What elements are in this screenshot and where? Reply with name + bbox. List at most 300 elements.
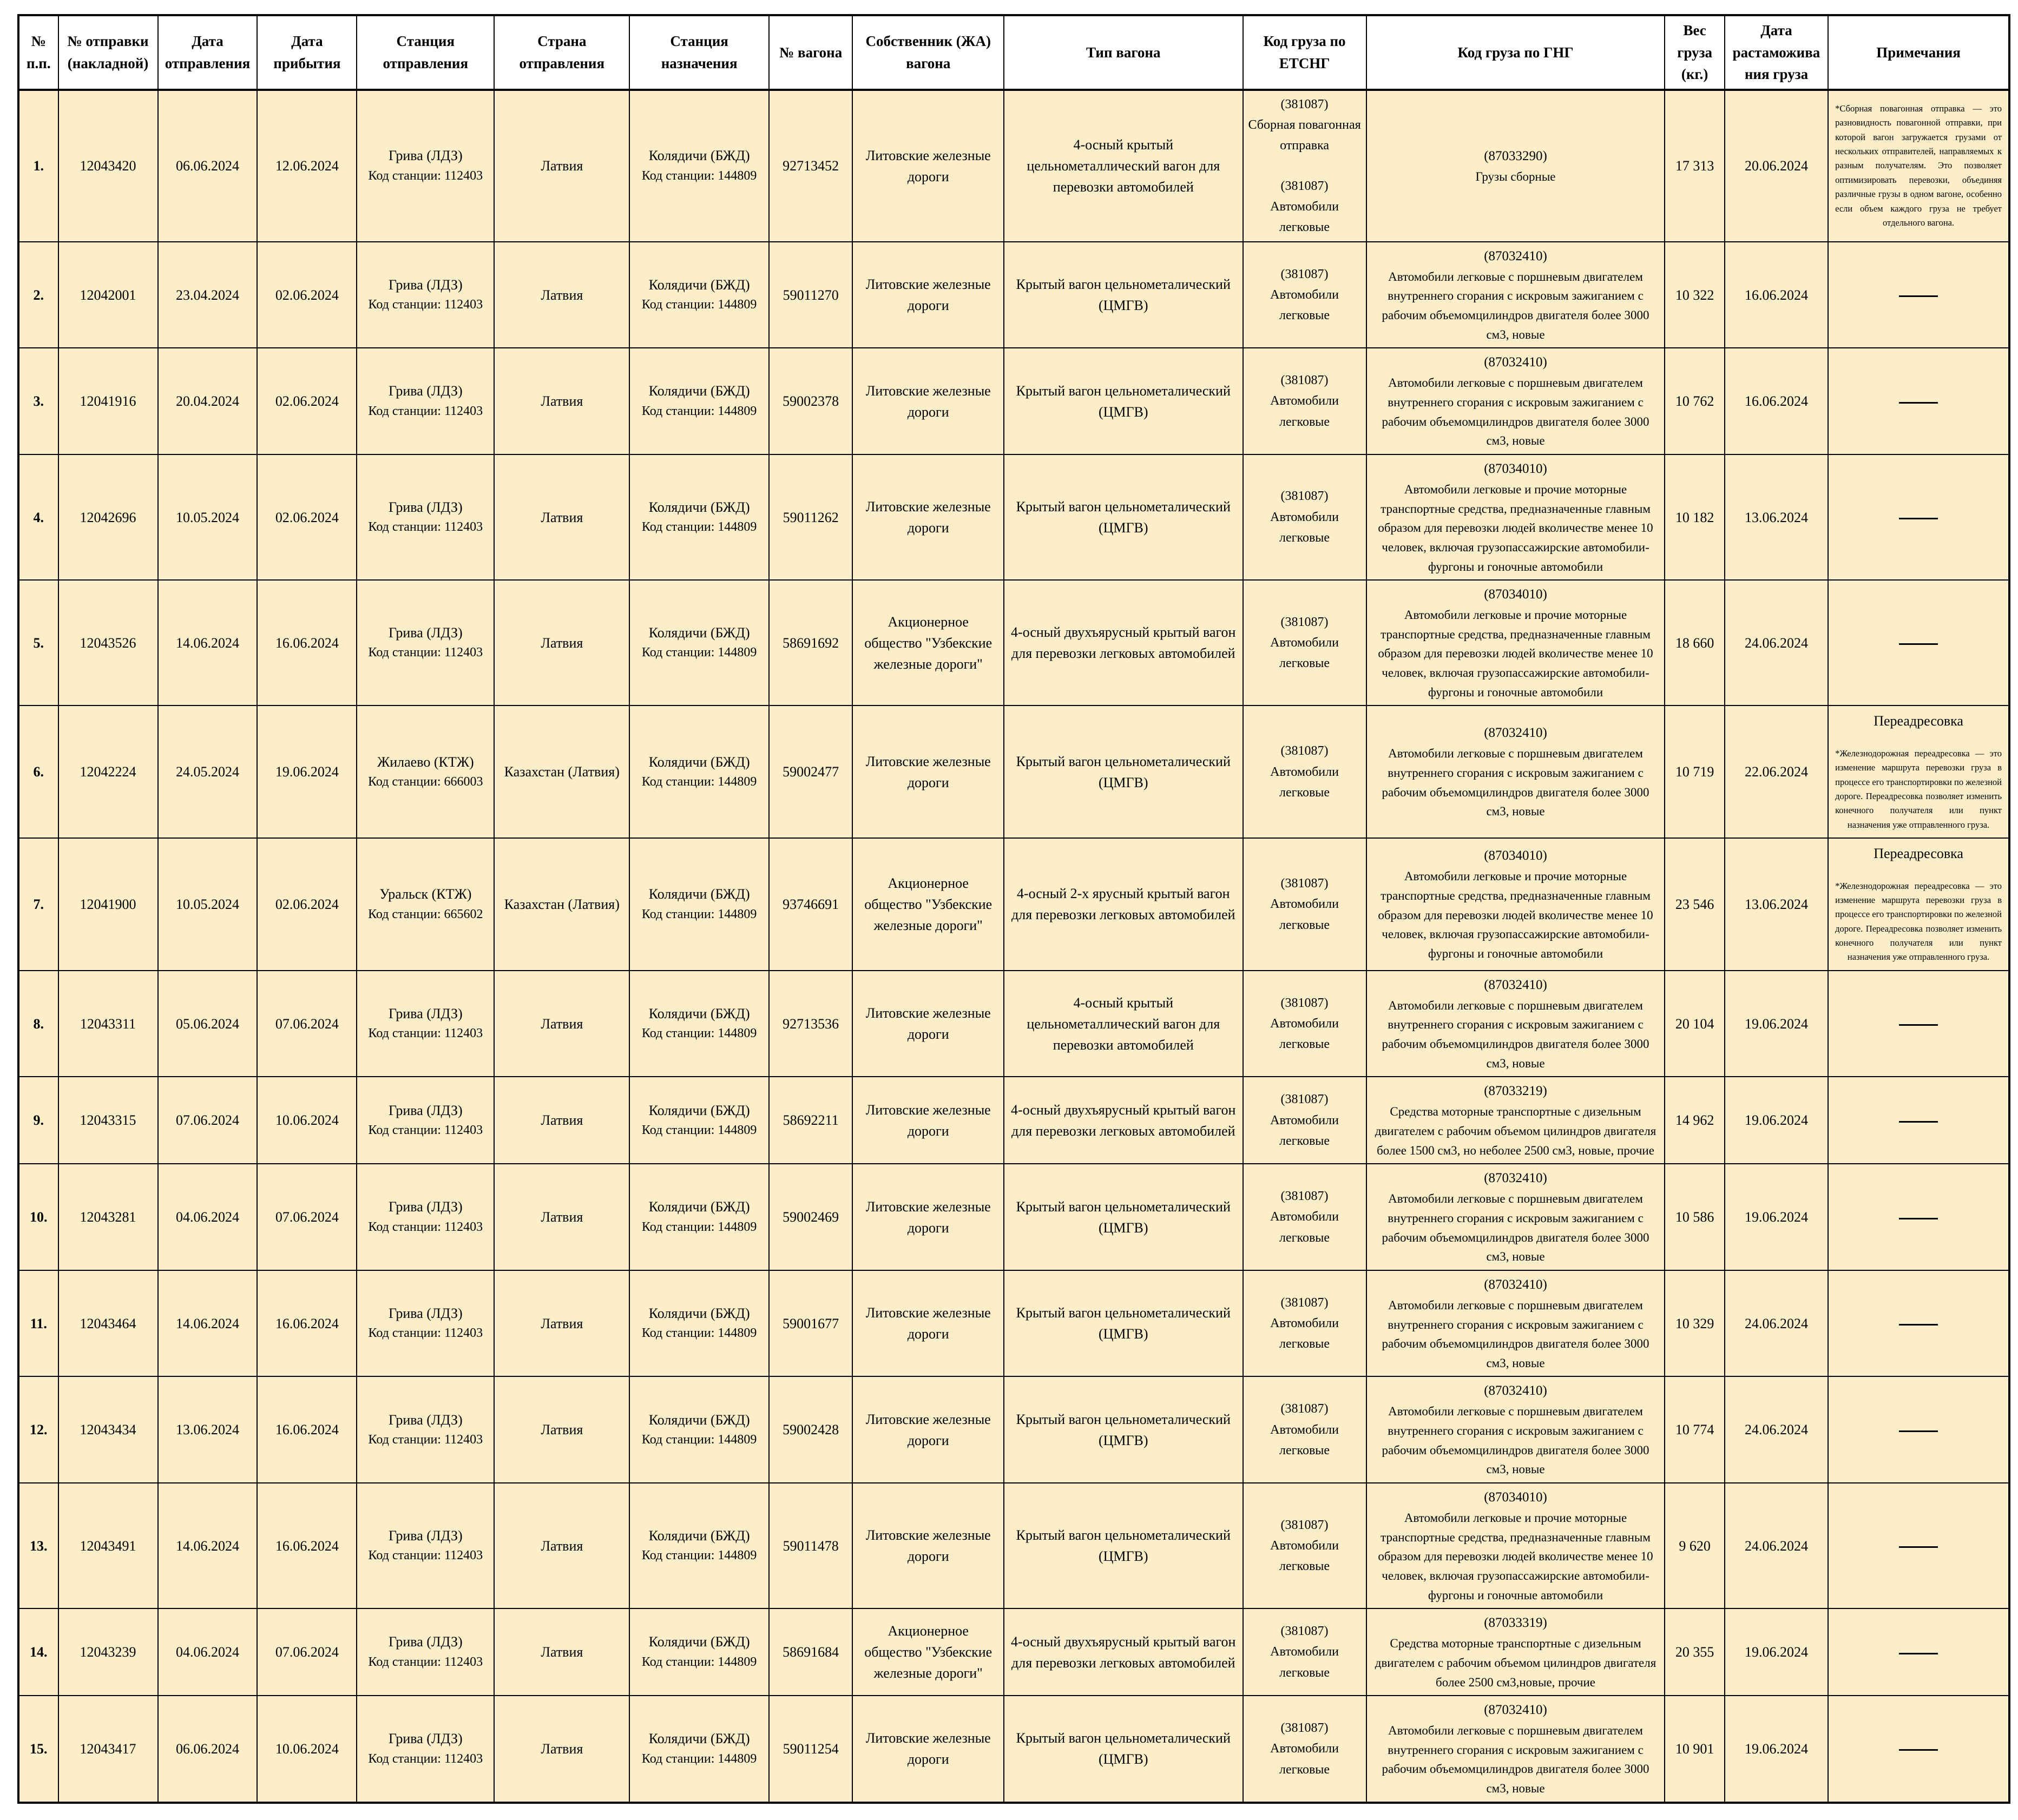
destination-station-name: Колядичи (БЖД) bbox=[648, 276, 750, 293]
departure-date-cell: 05.06.2024 bbox=[158, 971, 258, 1077]
customs-date-cell: 22.06.2024 bbox=[1725, 705, 1828, 838]
table-row bbox=[18, 90, 2009, 242]
departure-station-cell bbox=[357, 1077, 494, 1164]
cargo-weight-cell: 10 586 bbox=[1665, 1164, 1724, 1270]
empty-note-dash bbox=[1899, 1324, 1938, 1326]
destination-station-cell bbox=[629, 971, 769, 1077]
departure-date-cell: 14.06.2024 bbox=[158, 580, 258, 705]
departure-country-cell: Латвия bbox=[494, 971, 629, 1077]
departure-station-code: Код станции: 112403 bbox=[368, 168, 483, 183]
notes-cell bbox=[1828, 1696, 2009, 1803]
gng-description: Автомобили легковые с поршневым двигателем внутреннего сгорания с искровым зажиганием с рабочим объемомцилиндров двигателя более 3000 см3, новые bbox=[1382, 269, 1649, 341]
departure-station-code: Код станции: 112403 bbox=[368, 1123, 483, 1138]
wagon-no-cell: 59002469 bbox=[769, 1164, 853, 1270]
etsng-entry-name: Автомобили легковые bbox=[1270, 764, 1339, 800]
col-header-wagon-no: № вагона bbox=[769, 15, 853, 90]
destination-station-code: Код станции: 144809 bbox=[641, 520, 757, 535]
etsng-entry-name: Автомобили легковые bbox=[1270, 510, 1339, 545]
departure-station-name: Грива (ЛДЗ) bbox=[388, 1199, 463, 1215]
etsng-entry-name: Автомобили легковые bbox=[1270, 287, 1339, 323]
etsng-code-cell bbox=[1243, 971, 1366, 1077]
row-number-cell: 9. bbox=[18, 1077, 58, 1164]
cargo-weight-cell: 20 104 bbox=[1665, 971, 1724, 1077]
departure-country-cell: Казахстан (Латвия) bbox=[494, 838, 629, 971]
customs-date-cell: 19.06.2024 bbox=[1725, 1077, 1828, 1164]
destination-station-cell bbox=[629, 838, 769, 971]
destination-station-code: Код станции: 144809 bbox=[641, 404, 757, 418]
wagon-owner-cell: Литовские железные дороги bbox=[852, 705, 1004, 838]
departure-station-name: Грива (ЛДЗ) bbox=[388, 1731, 463, 1747]
etsng-code-cell bbox=[1243, 1696, 1366, 1803]
gng-description: Автомобили легковые с поршневым двигателем внутреннего сгорания с искровым зажиганием с рабочим объемомцилиндров двигателя более 3000 см3, новые bbox=[1382, 998, 1649, 1070]
destination-station-code: Код станции: 144809 bbox=[641, 298, 757, 312]
notes-cell bbox=[1828, 705, 2009, 838]
etsng-entry-name: Автомобили легковые bbox=[1270, 1742, 1339, 1777]
wagon-type-cell: 4-осный двухъярусный крытый вагон для перевозки легковых автомобилей bbox=[1004, 1608, 1243, 1696]
departure-country-cell: Латвия bbox=[494, 454, 629, 580]
etsng-entry-code: (381087) bbox=[1280, 1295, 1329, 1310]
notes-cell bbox=[1828, 1608, 2009, 1696]
departure-station-name: Грива (ЛДЗ) bbox=[388, 1005, 463, 1021]
cargo-weight-cell: 14 962 bbox=[1665, 1077, 1724, 1164]
destination-station-code: Код станции: 144809 bbox=[641, 1219, 757, 1234]
row-number-cell: 4. bbox=[18, 454, 58, 580]
departure-station-cell bbox=[357, 242, 494, 348]
etsng-entry-name: Автомобили легковые bbox=[1270, 394, 1339, 429]
wagon-no-cell: 59002378 bbox=[769, 348, 853, 454]
departure-station-code: Код станции: 112403 bbox=[368, 1219, 483, 1234]
row-number-cell: 12. bbox=[18, 1376, 58, 1483]
col-header-destination-station: Станция назначения bbox=[629, 15, 769, 90]
table-row bbox=[18, 1376, 2009, 1483]
etsng-entry bbox=[1248, 612, 1362, 674]
destination-station-name: Колядичи (БЖД) bbox=[648, 1005, 750, 1021]
destination-station-cell bbox=[629, 1376, 769, 1483]
gng-description: Грузы сборные bbox=[1475, 169, 1556, 183]
cargo-weight-cell: 10 322 bbox=[1665, 242, 1724, 348]
destination-station-name: Колядичи (БЖД) bbox=[648, 1731, 750, 1747]
gng-code: (87033219) bbox=[1484, 1084, 1547, 1099]
destination-station-code: Код станции: 144809 bbox=[641, 1432, 757, 1447]
table-row bbox=[18, 971, 2009, 1077]
etsng-entry-code: (381087) bbox=[1280, 876, 1329, 891]
departure-date-cell: 13.06.2024 bbox=[158, 1376, 258, 1483]
gng-description: Автомобили легковые и прочие моторные транспортные средства, предназначенные главным образом для перевозки людей вколичестве менее 10 человек, включая грузопассажирские автомобили-фургоны и гоночные автомобили bbox=[1378, 1511, 1653, 1602]
destination-station-name: Колядичи (БЖД) bbox=[648, 148, 750, 164]
gng-code-cell bbox=[1366, 242, 1665, 348]
table-row bbox=[18, 454, 2009, 580]
departure-date-cell: 04.06.2024 bbox=[158, 1164, 258, 1270]
etsng-entry bbox=[1248, 1621, 1362, 1683]
wagon-no-cell: 92713452 bbox=[769, 90, 853, 242]
shipment-no-cell: 12041900 bbox=[58, 838, 158, 971]
gng-code: (87034010) bbox=[1484, 1490, 1547, 1505]
departure-date-cell: 04.06.2024 bbox=[158, 1608, 258, 1696]
wagon-owner-cell: Литовские железные дороги bbox=[852, 1164, 1004, 1270]
wagon-owner-cell: Литовские железные дороги bbox=[852, 971, 1004, 1077]
destination-station-cell bbox=[629, 1164, 769, 1270]
etsng-entry-code: (381087) bbox=[1280, 744, 1329, 759]
empty-note-dash bbox=[1899, 1024, 1938, 1026]
destination-station-cell bbox=[629, 705, 769, 838]
etsng-entry-name: Автомобили легковые bbox=[1270, 1645, 1339, 1680]
shipment-no-cell: 12043491 bbox=[58, 1483, 158, 1608]
etsng-entry-name: Автомобили легковые bbox=[1270, 897, 1339, 932]
gng-description: Автомобили легковые и прочие моторные транспортные средства, предназначенные главным образом для перевозки людей вколичестве менее 10 человек, включая грузопассажирские автомобили-фургоны и гоночные автомобили bbox=[1378, 608, 1653, 699]
col-header-row-number: № п.п. bbox=[18, 15, 58, 90]
wagon-owner-cell: Литовские железные дороги bbox=[852, 1270, 1004, 1377]
customs-date-cell: 16.06.2024 bbox=[1725, 242, 1828, 348]
departure-station-name: Грива (ЛДЗ) bbox=[388, 625, 463, 641]
departure-station-code: Код станции: 112403 bbox=[368, 1432, 483, 1447]
note-text: *Сборная повагонная отправка — это разновидность повагонной отправки, при которой вагон загружается грузами от нескольких отправителей, направляемых к разным получателям. Это позволяет оптимизировать перевозки, объединяя различные грузы в одном вагоне, особенно если объем каждого груза не требует отдельного вагона. bbox=[1835, 103, 2002, 228]
departure-date-cell: 06.06.2024 bbox=[158, 1696, 258, 1803]
wagon-owner-cell: Литовские железные дороги bbox=[852, 1696, 1004, 1803]
gng-code-cell bbox=[1366, 705, 1665, 838]
gng-code-cell bbox=[1366, 454, 1665, 580]
notes-cell bbox=[1828, 454, 2009, 580]
departure-country-cell: Латвия bbox=[494, 348, 629, 454]
etsng-entry-code: (381087) bbox=[1280, 1720, 1329, 1735]
gng-code-cell bbox=[1366, 348, 1665, 454]
destination-station-name: Колядичи (БЖД) bbox=[648, 754, 750, 770]
row-number-cell: 7. bbox=[18, 838, 58, 971]
departure-country-cell: Латвия bbox=[494, 580, 629, 705]
cargo-weight-cell: 10 762 bbox=[1665, 348, 1724, 454]
wagon-no-cell: 59002477 bbox=[769, 705, 853, 838]
etsng-entry-name: Автомобили легковые bbox=[1270, 1538, 1339, 1574]
etsng-entry-name: Автомобили легковые bbox=[1270, 1016, 1339, 1052]
arrival-date-cell: 02.06.2024 bbox=[257, 454, 357, 580]
gng-description: Автомобили легковые с поршневым двигателем внутреннего сгорания с искровым зажиганием с рабочим объемомцилиндров двигателя более 3000 см3, новые bbox=[1382, 1404, 1649, 1476]
departure-station-code: Код станции: 112403 bbox=[368, 645, 483, 660]
departure-station-name: Грива (ЛДЗ) bbox=[388, 499, 463, 515]
gng-description: Автомобили легковые и прочие моторные транспортные средства, предназначенные главным образом для перевозки людей вколичестве менее 10 человек, включая грузопассажирские автомобили-фургоны и гоночные автомобили bbox=[1378, 869, 1653, 960]
row-number-cell: 11. bbox=[18, 1270, 58, 1377]
wagon-no-cell: 59011270 bbox=[769, 242, 853, 348]
wagon-type-cell: Крытый вагон цельнометалический (ЦМГВ) bbox=[1004, 1696, 1243, 1803]
row-number-cell: 5. bbox=[18, 580, 58, 705]
etsng-entry bbox=[1248, 993, 1362, 1055]
wagon-owner-cell: Литовские железные дороги bbox=[852, 348, 1004, 454]
customs-date-cell: 19.06.2024 bbox=[1725, 1608, 1828, 1696]
arrival-date-cell: 07.06.2024 bbox=[257, 971, 357, 1077]
gng-description: Автомобили легковые с поршневым двигателем внутреннего сгорания с искровым зажиганием с рабочим объемомцилиндров двигателя более 3000 см3, новые bbox=[1382, 1724, 1649, 1796]
etsng-entry bbox=[1248, 1718, 1362, 1780]
departure-station-cell bbox=[357, 1483, 494, 1608]
departure-country-cell: Латвия bbox=[494, 242, 629, 348]
destination-station-name: Колядичи (БЖД) bbox=[648, 1102, 750, 1118]
arrival-date-cell: 02.06.2024 bbox=[257, 242, 357, 348]
wagon-type-cell: 4-осный двухъярусный крытый вагон для перевозки легковых автомобилей bbox=[1004, 1077, 1243, 1164]
arrival-date-cell: 16.06.2024 bbox=[257, 1270, 357, 1377]
wagon-owner-cell: Литовские железные дороги bbox=[852, 1376, 1004, 1483]
wagon-type-cell: Крытый вагон цельнометалический (ЦМГВ) bbox=[1004, 1270, 1243, 1377]
etsng-entry bbox=[1248, 873, 1362, 935]
etsng-entry-name: Автомобили легковые bbox=[1270, 1422, 1339, 1458]
departure-station-cell bbox=[357, 1608, 494, 1696]
cargo-weight-cell: 10 774 bbox=[1665, 1376, 1724, 1483]
arrival-date-cell: 02.06.2024 bbox=[257, 348, 357, 454]
departure-station-name: Уральск (КТЖ) bbox=[379, 886, 472, 902]
gng-description: Средства моторные транспортные с дизельным двигателем с рабочим объемом цилиндров двигателя более 1500 см3, но неболее 2500 см3, новые, прочие bbox=[1375, 1105, 1657, 1157]
etsng-code-cell bbox=[1243, 1164, 1366, 1270]
gng-code: (87032410) bbox=[1484, 726, 1547, 741]
wagon-owner-cell: Акционерное общество "Узбекские железные дороги" bbox=[852, 838, 1004, 971]
gng-code-cell bbox=[1366, 1483, 1665, 1608]
departure-station-cell bbox=[357, 1270, 494, 1377]
departure-station-code: Код станции: 112403 bbox=[368, 404, 483, 418]
empty-note-dash bbox=[1899, 1121, 1938, 1123]
etsng-code-cell bbox=[1243, 1077, 1366, 1164]
departure-station-code: Код станции: 665602 bbox=[368, 907, 483, 921]
row-number-cell: 1. bbox=[18, 90, 58, 242]
notes-cell bbox=[1828, 90, 2009, 242]
destination-station-name: Колядичи (БЖД) bbox=[648, 383, 750, 399]
wagon-no-cell: 59011262 bbox=[769, 454, 853, 580]
shipment-no-cell: 12043315 bbox=[58, 1077, 158, 1164]
destination-station-cell bbox=[629, 1270, 769, 1377]
destination-station-name: Колядичи (БЖД) bbox=[648, 1199, 750, 1215]
gng-code-cell bbox=[1366, 1077, 1665, 1164]
arrival-date-cell: 19.06.2024 bbox=[257, 705, 357, 838]
etsng-entry-name: Сборная повагонная отправка bbox=[1248, 117, 1361, 153]
arrival-date-cell: 16.06.2024 bbox=[257, 1376, 357, 1483]
col-header-wagon-owner: Собственник (ЖА) вагона bbox=[852, 15, 1004, 90]
gng-code: (87033319) bbox=[1484, 1615, 1547, 1631]
departure-station-name: Грива (ЛДЗ) bbox=[388, 383, 463, 399]
gng-description: Автомобили легковые с поршневым двигателем внутреннего сгорания с искровым зажиганием с рабочим объемомцилиндров двигателя более 3000 см3, новые bbox=[1382, 1192, 1649, 1264]
shipment-no-cell: 12043417 bbox=[58, 1696, 158, 1803]
etsng-entry bbox=[1248, 486, 1362, 548]
gng-description: Автомобили легковые и прочие моторные транспортные средства, предназначенные главным образом для перевозки людей вколичестве менее 10 человек, включая грузопассажирские автомобили-фургоны и гоночные автомобили bbox=[1378, 482, 1653, 573]
empty-note-dash bbox=[1899, 1218, 1938, 1219]
destination-station-cell bbox=[629, 1077, 769, 1164]
shipment-no-cell: 12042001 bbox=[58, 242, 158, 348]
etsng-entry bbox=[1248, 1399, 1362, 1461]
departure-station-code: Код станции: 112403 bbox=[368, 1654, 483, 1669]
table-header bbox=[18, 15, 2009, 90]
destination-station-name: Колядичи (БЖД) bbox=[648, 886, 750, 902]
departure-country-cell: Латвия bbox=[494, 1164, 629, 1270]
departure-station-name: Грива (ЛДЗ) bbox=[388, 1305, 463, 1321]
etsng-entry-name: Автомобили легковые bbox=[1270, 1210, 1339, 1245]
wagon-owner-cell: Литовские железные дороги bbox=[852, 1077, 1004, 1164]
table-row bbox=[18, 348, 2009, 454]
cargo-weight-cell: 10 719 bbox=[1665, 705, 1724, 838]
departure-station-name: Грива (ЛДЗ) bbox=[388, 1102, 463, 1118]
notes-cell bbox=[1828, 242, 2009, 348]
row-number-cell: 3. bbox=[18, 348, 58, 454]
departure-station-cell bbox=[357, 705, 494, 838]
destination-station-name: Колядичи (БЖД) bbox=[648, 1412, 750, 1428]
destination-station-cell bbox=[629, 580, 769, 705]
gng-code: (87032410) bbox=[1484, 1383, 1547, 1399]
gng-code-cell bbox=[1366, 1696, 1665, 1803]
destination-station-code: Код станции: 144809 bbox=[641, 907, 757, 921]
table-row bbox=[18, 1608, 2009, 1696]
destination-station-cell bbox=[629, 90, 769, 242]
notes-cell bbox=[1828, 971, 2009, 1077]
destination-station-code: Код станции: 144809 bbox=[641, 1026, 757, 1041]
gng-code: (87032410) bbox=[1484, 1277, 1547, 1292]
note-text: *Железнодорожная переадресовка — это изменение маршрута перевозки груза в процессе его транспортировки по железной дороге. Переадресовка позволяет изменить конечного получателя или пункт назначения уже отправленного груза. bbox=[1835, 880, 2002, 962]
destination-station-cell bbox=[629, 348, 769, 454]
etsng-entry-code: (381087) bbox=[1280, 489, 1329, 504]
wagon-no-cell: 59011254 bbox=[769, 1696, 853, 1803]
departure-station-code: Код станции: 112403 bbox=[368, 298, 483, 312]
gng-code: (87034010) bbox=[1484, 461, 1547, 476]
destination-station-cell bbox=[629, 1696, 769, 1803]
shipment-no-cell: 12043434 bbox=[58, 1376, 158, 1483]
departure-country-cell: Латвия bbox=[494, 1696, 629, 1803]
destination-station-code: Код станции: 144809 bbox=[641, 168, 757, 183]
col-header-notes: Примечания bbox=[1828, 15, 2009, 90]
destination-station-name: Колядичи (БЖД) bbox=[648, 499, 750, 515]
departure-station-cell bbox=[357, 348, 494, 454]
etsng-code-cell bbox=[1243, 705, 1366, 838]
gng-code-cell bbox=[1366, 1376, 1665, 1483]
destination-station-code: Код станции: 144809 bbox=[641, 645, 757, 660]
col-header-etsng-code: Код груза по ЕТСНГ bbox=[1243, 15, 1366, 90]
col-header-departure-date: Дата отправления bbox=[158, 15, 258, 90]
departure-station-cell bbox=[357, 454, 494, 580]
wagon-type-cell: Крытый вагон цельнометалический (ЦМГВ) bbox=[1004, 242, 1243, 348]
gng-code: (87032410) bbox=[1484, 977, 1547, 992]
row-number-cell: 8. bbox=[18, 971, 58, 1077]
shipment-no-cell: 12043526 bbox=[58, 580, 158, 705]
empty-note-dash bbox=[1899, 402, 1938, 404]
etsng-entry-name: Автомобили легковые bbox=[1270, 1113, 1339, 1149]
customs-date-cell: 13.06.2024 bbox=[1725, 454, 1828, 580]
notes-cell bbox=[1828, 838, 2009, 971]
departure-country-cell: Латвия bbox=[494, 1376, 629, 1483]
notes-cell bbox=[1828, 348, 2009, 454]
gng-code-cell bbox=[1366, 1270, 1665, 1377]
etsng-entry-code: (381087) bbox=[1280, 615, 1329, 629]
destination-station-code: Код станции: 144809 bbox=[641, 1123, 757, 1138]
departure-date-cell: 23.04.2024 bbox=[158, 242, 258, 348]
wagon-type-cell: 4-осный 2-х ярусный крытый вагон для перевозки легковых автомобилей bbox=[1004, 838, 1243, 971]
col-header-departure-station: Станция отправления bbox=[357, 15, 494, 90]
row-number-cell: 14. bbox=[18, 1608, 58, 1696]
etsng-code-cell bbox=[1243, 838, 1366, 971]
departure-station-name: Грива (ЛДЗ) bbox=[388, 148, 463, 164]
notes-cell bbox=[1828, 1164, 2009, 1270]
wagon-type-cell: Крытый вагон цельнометалический (ЦМГВ) bbox=[1004, 1483, 1243, 1608]
arrival-date-cell: 12.06.2024 bbox=[257, 90, 357, 242]
gng-code-cell bbox=[1366, 1164, 1665, 1270]
wagon-owner-cell: Акционерное общество "Узбекские железные дороги" bbox=[852, 1608, 1004, 1696]
departure-date-cell: 10.05.2024 bbox=[158, 838, 258, 971]
header-row bbox=[18, 15, 2009, 90]
wagon-no-cell: 58691684 bbox=[769, 1608, 853, 1696]
notes-cell bbox=[1828, 1270, 2009, 1377]
departure-station-cell bbox=[357, 838, 494, 971]
cargo-weight-cell: 23 546 bbox=[1665, 838, 1724, 971]
shipment-no-cell: 12041916 bbox=[58, 348, 158, 454]
empty-note-dash bbox=[1899, 1653, 1938, 1654]
gng-code-cell bbox=[1366, 838, 1665, 971]
departure-country-cell: Латвия bbox=[494, 1608, 629, 1696]
etsng-entry-code: (381087) bbox=[1280, 1092, 1329, 1107]
wagon-no-cell: 92713536 bbox=[769, 971, 853, 1077]
wagon-type-cell: Крытый вагон цельнометалический (ЦМГВ) bbox=[1004, 454, 1243, 580]
row-number-cell: 13. bbox=[18, 1483, 58, 1608]
wagon-owner-cell: Акционерное общество "Узбекские железные дороги" bbox=[852, 580, 1004, 705]
shipment-no-cell: 12043239 bbox=[58, 1608, 158, 1696]
row-number-cell: 10. bbox=[18, 1164, 58, 1270]
etsng-entry bbox=[1248, 1186, 1362, 1248]
cargo-weight-cell: 10 329 bbox=[1665, 1270, 1724, 1377]
etsng-entry-code: (381087) bbox=[1280, 1402, 1329, 1416]
cargo-weight-cell: 10 901 bbox=[1665, 1696, 1724, 1803]
wagon-owner-cell: Литовские железные дороги bbox=[852, 242, 1004, 348]
table-row bbox=[18, 580, 2009, 705]
destination-station-code: Код станции: 144809 bbox=[641, 1326, 757, 1341]
wagon-no-cell: 58692211 bbox=[769, 1077, 853, 1164]
col-header-departure-country: Страна отправления bbox=[494, 15, 629, 90]
departure-station-cell bbox=[357, 580, 494, 705]
departure-station-name: Грива (ЛДЗ) bbox=[388, 1634, 463, 1650]
departure-country-cell: Латвия bbox=[494, 1483, 629, 1608]
departure-date-cell: 20.04.2024 bbox=[158, 348, 258, 454]
gng-code: (87032410) bbox=[1484, 248, 1547, 263]
destination-station-cell bbox=[629, 242, 769, 348]
col-header-arrival-date: Дата прибытия bbox=[257, 15, 357, 90]
row-number-cell: 15. bbox=[18, 1696, 58, 1803]
etsng-entry-name: Автомобили легковые bbox=[1270, 636, 1339, 671]
row-number-cell: 6. bbox=[18, 705, 58, 838]
etsng-entry bbox=[1248, 264, 1362, 326]
etsng-entry-name: Автомобили легковые bbox=[1270, 200, 1339, 235]
gng-code-cell bbox=[1366, 580, 1665, 705]
etsng-entry-code: (381087) bbox=[1280, 1624, 1329, 1639]
customs-date-cell: 19.06.2024 bbox=[1725, 1696, 1828, 1803]
notes-cell bbox=[1828, 1376, 2009, 1483]
destination-station-name: Колядичи (БЖД) bbox=[648, 1527, 750, 1544]
cargo-weight-cell: 17 313 bbox=[1665, 90, 1724, 242]
etsng-entry bbox=[1248, 1293, 1362, 1355]
gng-code: (87034010) bbox=[1484, 587, 1547, 602]
departure-date-cell: 10.05.2024 bbox=[158, 454, 258, 580]
etsng-entry bbox=[1248, 94, 1362, 156]
destination-station-cell bbox=[629, 1608, 769, 1696]
departure-station-code: Код станции: 112403 bbox=[368, 1751, 483, 1766]
etsng-entry-code: (381087) bbox=[1280, 373, 1329, 388]
gng-code-cell bbox=[1366, 1608, 1665, 1696]
departure-station-cell bbox=[357, 1164, 494, 1270]
notes-cell bbox=[1828, 1077, 2009, 1164]
etsng-code-cell bbox=[1243, 1483, 1366, 1608]
arrival-date-cell: 07.06.2024 bbox=[257, 1164, 357, 1270]
shipment-no-cell: 12042224 bbox=[58, 705, 158, 838]
etsng-entry bbox=[1248, 741, 1362, 803]
departure-station-cell bbox=[357, 90, 494, 242]
empty-note-dash bbox=[1899, 1749, 1938, 1751]
destination-station-code: Код станции: 144809 bbox=[641, 1654, 757, 1669]
shipment-no-cell: 12043464 bbox=[58, 1270, 158, 1377]
notes-cell bbox=[1828, 1483, 2009, 1608]
table-row bbox=[18, 1483, 2009, 1608]
etsng-code-cell bbox=[1243, 580, 1366, 705]
col-header-wagon-type: Тип вагона bbox=[1004, 15, 1243, 90]
etsng-entry bbox=[1248, 1515, 1362, 1577]
table-row bbox=[18, 1077, 2009, 1164]
departure-station-name: Грива (ЛДЗ) bbox=[388, 1412, 463, 1428]
empty-note-dash bbox=[1899, 643, 1938, 645]
gng-code-cell bbox=[1366, 971, 1665, 1077]
